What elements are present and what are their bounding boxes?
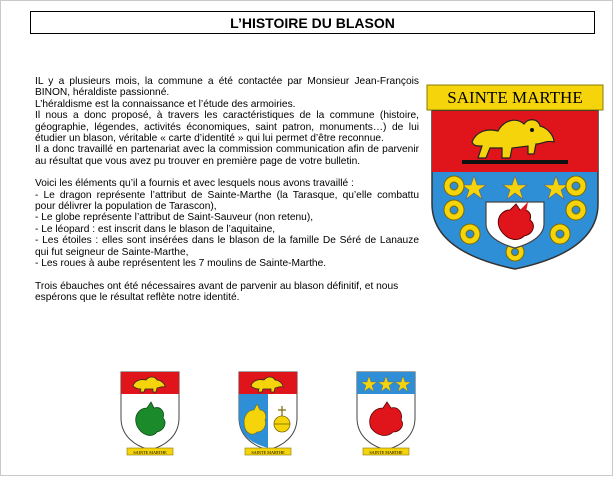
draft-crest-1 — [119, 370, 181, 456]
page-title — [30, 11, 595, 34]
element-item: - Le dragon représente l’attribut de Sainte-Marthe (la Tarasque, qu’elle combattu pour délivrer la population de Tarascon), — [35, 189, 419, 213]
draft-banner-text: SAINTE MARTHE — [251, 450, 285, 455]
draft-crest-2 — [237, 370, 299, 456]
draft-crest-3 — [355, 370, 417, 456]
conclusion-paragraph: Trois ébauches ont été nécessaires avant de parvenir au blason définitif, et nous espérons que le résultat reflète notre identité. — [35, 280, 399, 303]
article-body — [35, 76, 419, 303]
draft-banner-text: SAINTE MARTHE — [133, 450, 167, 455]
intro-paragraph-1: IL y a plusieurs mois, la commune a été contactée par Monsieur Jean-François BINON, héraldiste passionné. — [35, 76, 419, 99]
draft-banner-text: SAINTE MARTHE — [369, 450, 403, 455]
element-item: - Les étoiles : elles sont insérées dans le blason de la famille De Séré de Lanauze qui fut seigneur de Sainte-Marthe, — [35, 235, 419, 258]
page-title-text: L’HISTOIRE DU BLASON — [230, 14, 395, 31]
element-item: - Le globe représente l’attribut de Saint-Sauveur (non retenu), — [35, 212, 314, 224]
crest-banner-text: SAINTE MARTHE — [447, 88, 583, 107]
final-crest — [424, 84, 606, 270]
intro-paragraph-2: L’héraldisme est la connaissance et l’étude des armoiries. — [35, 98, 296, 110]
element-item: - Les roues à aube représentent les 7 moulins de Sainte-Marthe. — [35, 258, 327, 270]
element-item: - Le léopard : est inscrit dans le blason de l’aquitaine, — [35, 223, 276, 235]
elements-lead: Voici les éléments qu’il a fournis et avec lesquels nous avons travaillé : — [35, 178, 354, 190]
intro-paragraph-4: Il a donc travaillé en partenariat avec la commission communication afin de parvenir au résultat que vous avez pu trouver en première page de votre bulletin. — [35, 144, 419, 167]
intro-paragraph-3: Il nous a donc proposé, à travers les caractéristiques de la commune (histoire, géographie, légendes, activités économiques, saint patron, monuments…) de lui étudier un blason, véritable « carte d’identité » qui lui permet d’être reconnue. — [35, 110, 419, 145]
